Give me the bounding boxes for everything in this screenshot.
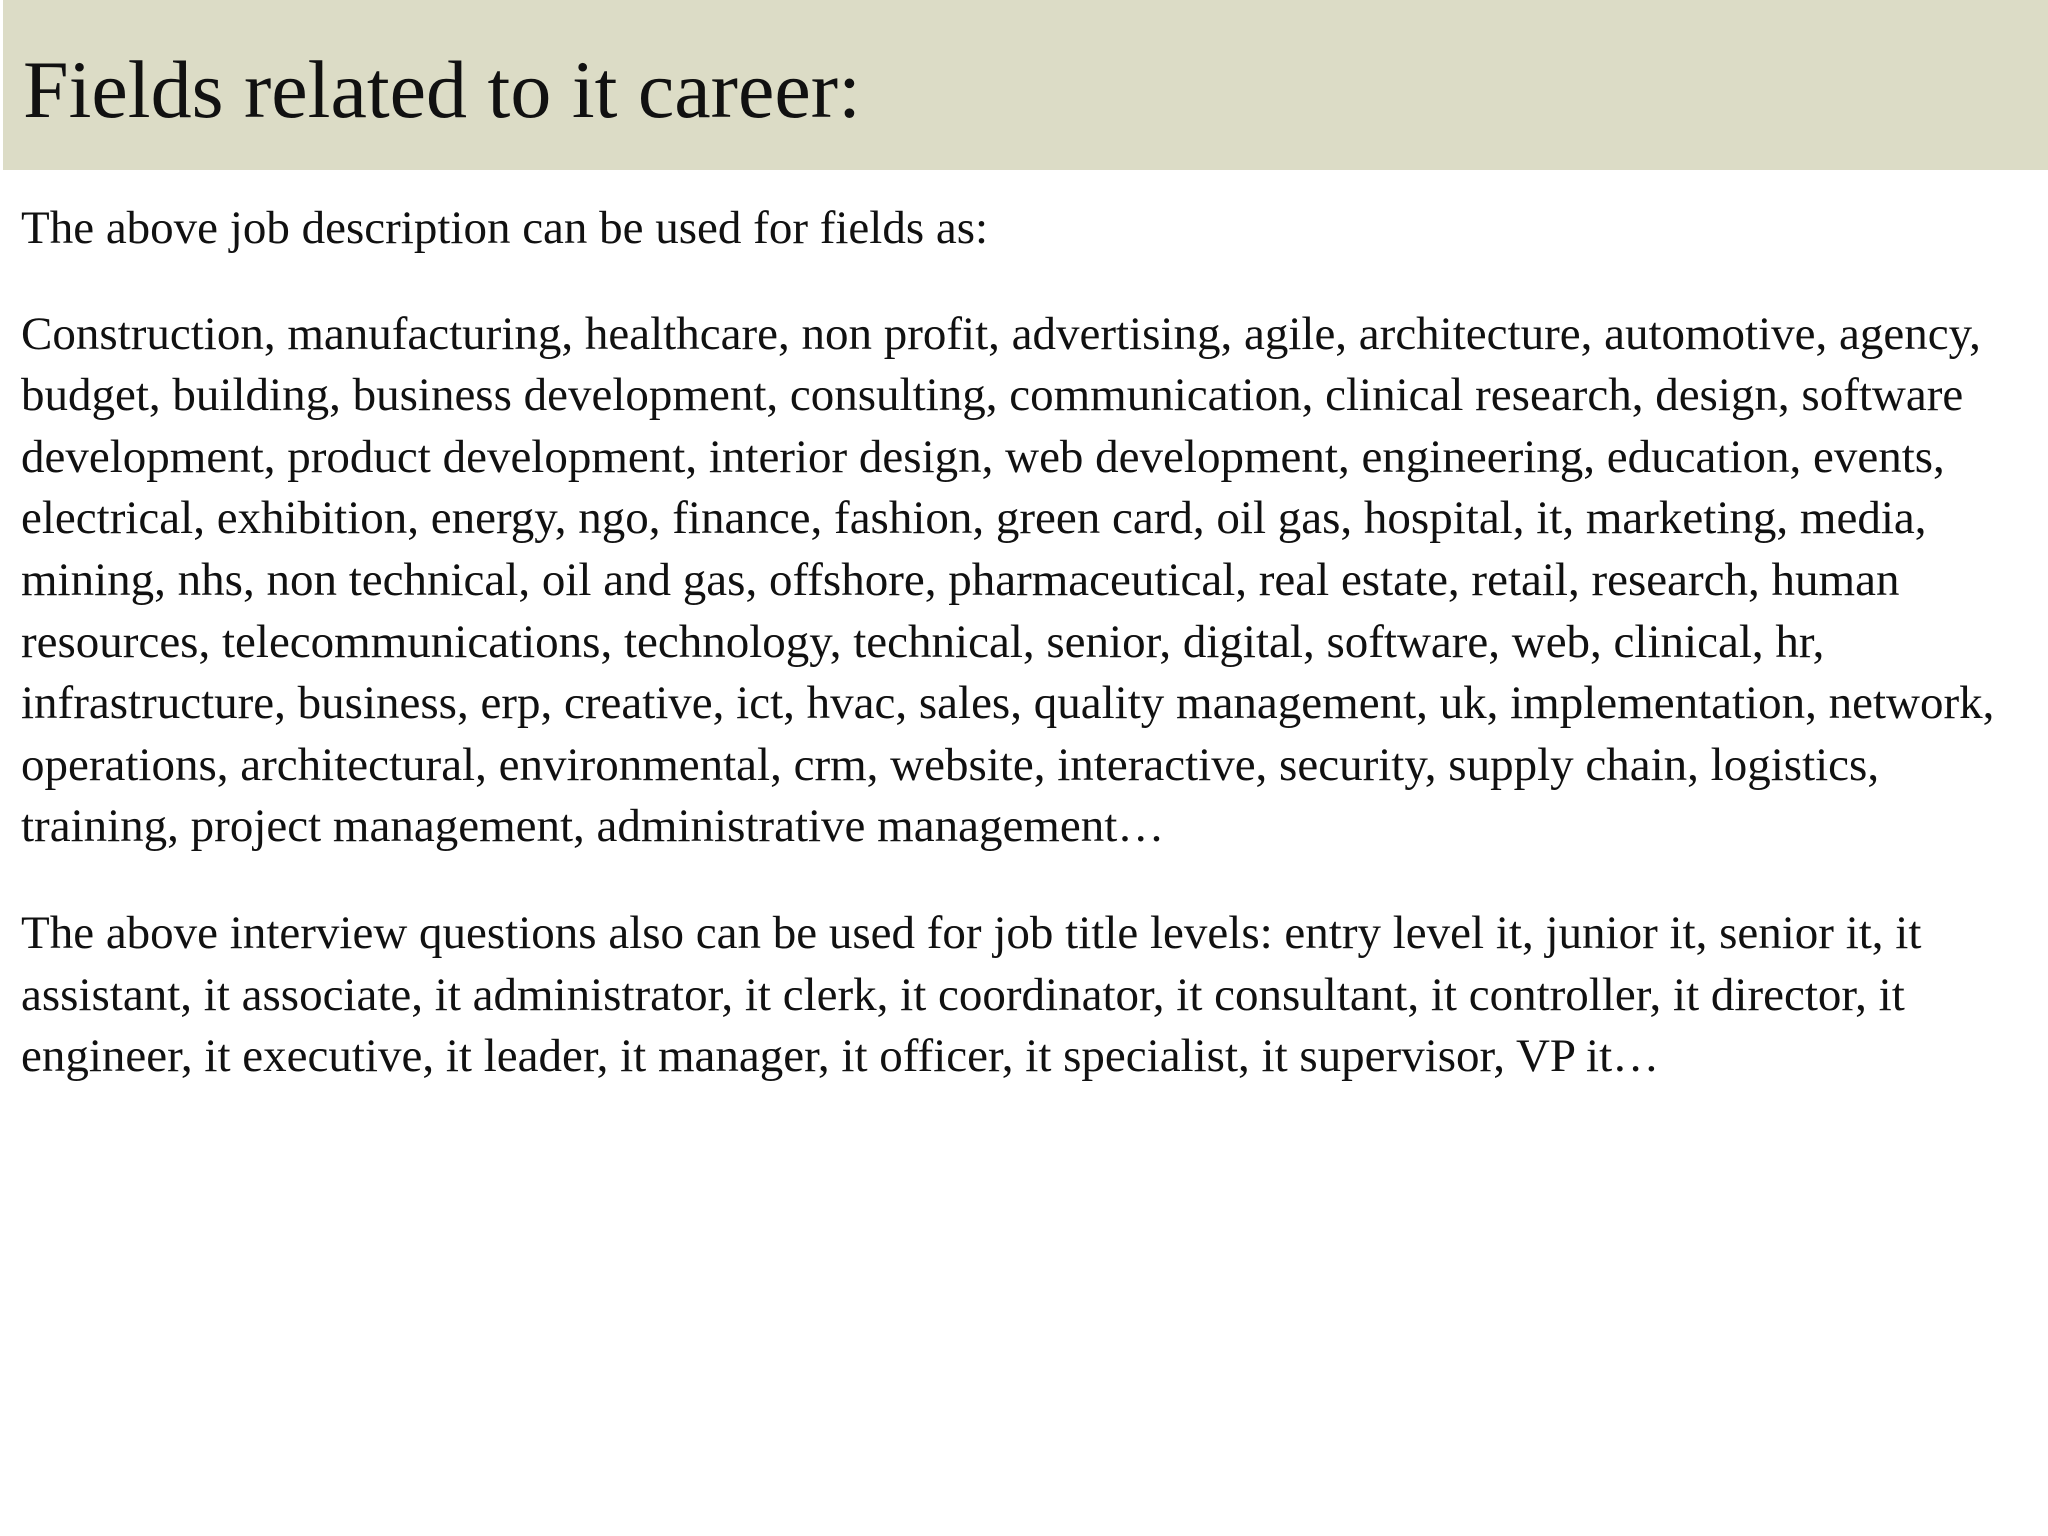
- slide-header: [0, 0, 2048, 170]
- slide-body: [21, 198, 2031, 1088]
- intro-paragraph: The above job description can be used for fields as:: [21, 202, 989, 254]
- slide-title: Fields related to it career:: [23, 44, 861, 135]
- job-levels-paragraph: The above interview questions also can be used for job title levels: entry level it, junior it, senior it, it assistant, it associate, it administrator, it clerk, it coordinator, it consultant, it controller, it director, it engineer, it executive, it leader, it manager, it officer, it specialist, it supervisor, VP it…: [21, 906, 1922, 1083]
- fields-paragraph: Construction, manufacturing, healthcare, non profit, advertising, agile, architecture, automotive, agency, budget, building, business development, consulting, communication, clinical research, design, software development, product development, interior design, web development, engineering, education, events, electrical, exhibition, energy, ngo, finance, fashion, green card, oil gas, hospital, it, marketing, media, mining, nhs, non technical, oil and gas, offshore, pharmaceutical, real estate, retail, research, human resources, telecommunications, technology, technical, senior, digital, software, web, clinical, hr, infrastructure, business, erp, creative, ict, hvac, sales, quality management, uk, implementation, network, operations, architectural, environmental, crm, website, interactive, security, supply chain, logistics, training, project management, administrative management…: [21, 307, 1995, 853]
